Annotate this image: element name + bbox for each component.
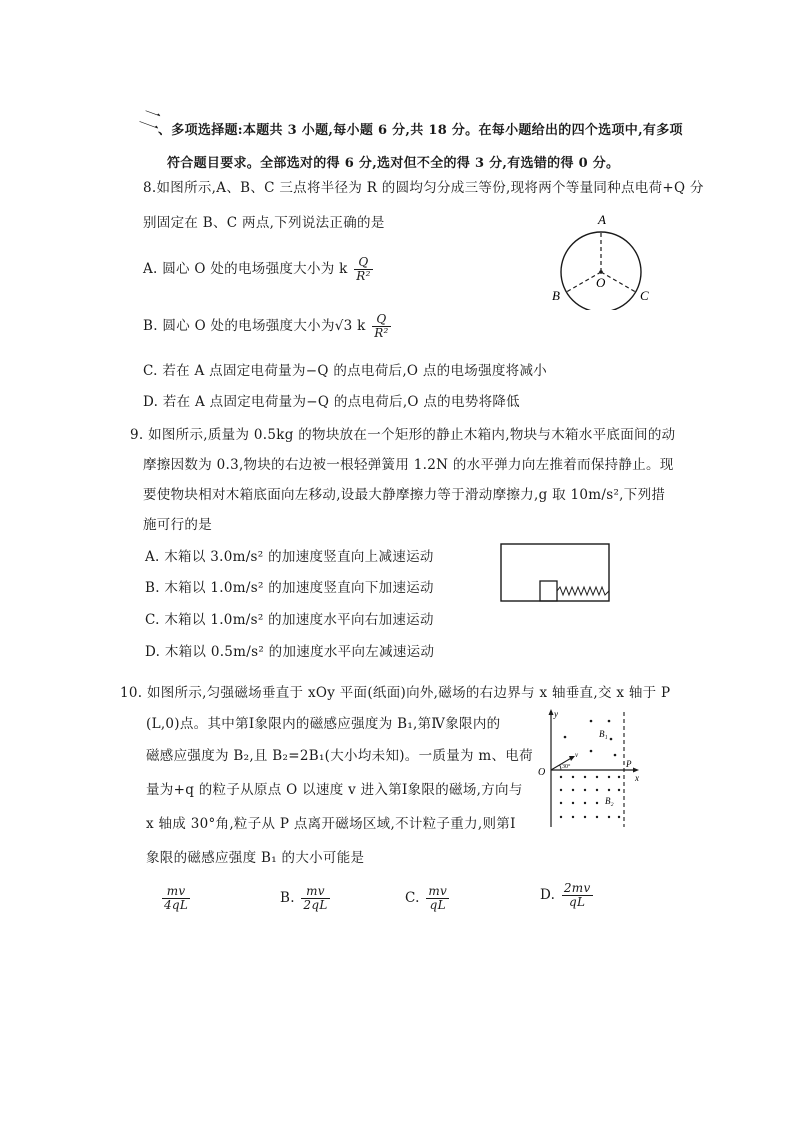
q10-dot-q1 [590,750,593,753]
q10-dot-q1 [610,738,613,741]
q10-dot-q4 [608,789,610,791]
q10-option-d [540,882,595,909]
q10-option-a [160,885,192,912]
q10-dot-q4 [560,789,562,791]
q10-option-b-num: mv [301,885,329,899]
q10-option-d-label: D. [540,887,556,903]
q8-option-b-den: R² [374,326,389,340]
q10-option-c-label: C. [405,890,420,906]
q10-stem-line5: x 轴成 30°角,粒子从 P 点离开磁场区域,不计粒子重力,则第Ⅰ [146,816,516,832]
q10-option-b-label: B. [280,890,295,906]
q10-option-d-fraction [562,882,593,909]
q10-dot-q4 [560,816,562,818]
q10-option-d-den: qL [569,895,586,909]
q10-dot-q4 [584,802,586,804]
q10-label-v: v [575,751,579,759]
q10-stem-line2: (L,0)点。其中第Ⅰ象限内的磁感应强度为 B₁,第Ⅳ象限内的 [146,716,501,732]
q10-option-a-num: mv [162,885,190,899]
q10-option-a-fraction [162,885,190,912]
q9-option-a: A. 木箱以 3.0m/s² 的加速度竖直向上减速运动 [145,549,434,565]
q8-stem-line1: 8.如图所示,A、B、C 三点将半径为 R 的圆均匀分成三等份,现将两个等量同种点电荷+Q 分 [143,180,704,196]
q9-stem-line3: 要使物块相对木箱底面向左移动,设最大静摩擦力等于滑动摩擦力,g 取 10m/s²,下列措 [143,487,666,503]
q8-option-c: C. 若在 A 点固定电荷量为−Q 的点电荷后,O 点的电场强度将减小 [143,363,548,379]
q8-label-a: A [598,212,606,227]
q8-label-b: B [552,288,560,303]
q10-option-b [280,885,332,912]
q10-label-y: y [554,709,558,719]
section-mark: 二 [135,104,165,136]
q10-dot-q4 [584,789,586,791]
q10-label-p: P [626,759,632,769]
q10-dot-q4 [608,816,610,818]
q10-dot-q4 [572,816,574,818]
q10-dot-q4 [618,816,620,818]
q9-option-d: D. 木箱以 0.5m/s² 的加速度水平向左减速运动 [145,644,435,660]
q9-option-c: C. 木箱以 1.0m/s² 的加速度水平向右加速运动 [145,612,434,628]
q10-option-b-den: 2qL [303,898,328,912]
q10-label-o: O [538,767,546,778]
q9-option-b: B. 木箱以 1.0m/s² 的加速度竖直向下加速运动 [145,580,434,596]
q10-dot-q4 [560,802,562,804]
q10-option-c-fraction [426,885,449,912]
q9-spring [557,587,609,595]
q10-dot-q1 [614,754,617,757]
q10-field-dots-q1 [564,720,617,757]
q8-label-c: C [640,288,649,303]
q10-x-arrow [633,768,639,773]
q10-option-a-den: 4qL [164,898,189,912]
q8-option-a-text: A. 圆心 O 处的电场强度大小为 k [143,261,348,277]
q10-option-c-num: mv [428,884,448,898]
q9-stem-line1: 9. 如图所示,质量为 0.5kg 的物块放在一个矩形的静止木箱内,物块与木箱水平底面间的动 [130,427,676,443]
q10-dot-q1 [608,720,611,723]
q10-dot-q4 [560,776,562,778]
q10-option-c-den: qL [429,898,446,912]
q8-option-b-fraction [372,313,390,340]
q8-center-dot [599,270,603,274]
q10-label-x: x [635,773,639,783]
q10-stem-line4: 量为+q 的粒子从原点 O 以速度 v 进入第Ⅰ象限的磁场,方向与 [146,782,523,798]
section-header-line2: 符合题目要求。全部选对的得 6 分,选对但不全的得 3 分,有选错的得 0 分。 [167,156,620,171]
q10-option-b-fraction [301,885,329,912]
q10-angle-arc [560,765,561,770]
q10-dot-q4 [584,776,586,778]
q10-dot-q4 [596,776,598,778]
q8-option-a [143,256,375,283]
q10-label-b2: B₂ [605,796,614,806]
q8-option-d: D. 若在 A 点固定电荷量为−Q 的点电荷后,O 点的电势将降低 [143,394,520,410]
q10-dot-q4 [618,789,620,791]
q8-option-b-text: B. 圆心 O 处的电场强度大小为√3 k [143,318,366,334]
q8-option-a-num: Q [354,256,372,270]
q9-stem-line4: 施可行的是 [143,517,212,533]
q10-dot-q4 [572,802,574,804]
q10-stem-line6: 象限的磁感应强度 B₁ 的大小可能是 [146,850,365,866]
q8-option-b-num: Q [372,313,390,327]
q10-stem-line1-text: 10. 如图所示,匀强磁场垂直于 xOy 平面(纸面)向外,磁场的右边界与 x 轴垂直,交 x 轴于 P [120,685,671,701]
q9-wooden-box [501,544,609,601]
q8-radius-oc [601,272,636,292]
q10-dot-q1 [590,720,593,723]
q10-dot-q1 [564,736,567,739]
section-header-line1: 、多项选择题:本题共 3 小题,每小题 6 分,共 18 分。在每小题给出的四个选项中,有多项 [158,123,683,138]
q10-dot-q4 [596,789,598,791]
q8-label-o: O [596,275,606,290]
q9-block [540,581,557,601]
q10-option-d-num: 2mv [563,881,591,895]
q9-stem-line2: 摩擦因数为 0.3,物块的右边被一根轻弹簧用 1.2N 的水平弹力向左推着而保持静止。现 [143,457,674,473]
q10-dot-q4 [618,776,620,778]
q10-label-angle: 30° [562,764,571,770]
q10-dot-q4 [596,802,598,804]
q10-label-b1: B₁ [599,729,608,739]
q10-dot-q4 [608,776,610,778]
q10-stem-line1 [120,681,670,701]
q10-option-c [405,885,451,912]
q8-option-a-den: R² [356,269,371,283]
q10-dot-q4 [584,816,586,818]
q8-circle-figure [550,210,660,310]
q10-stem-line3: 磁感应强度为 B₂,且 B₂=2B₁(大小均未知)。一质量为 m、电荷 [146,748,533,764]
q10-dot-q4 [572,776,574,778]
q10-dot-q4 [596,816,598,818]
q10-field-figure [535,707,645,832]
q8-option-b [143,313,393,340]
q9-box-figure [500,543,614,605]
q10-dot-q4 [572,789,574,791]
q8-stem-line2: 别固定在 B、C 两点,下列说法正确的是 [143,215,385,231]
q10-y-arrow [549,709,554,715]
q8-option-a-fraction [354,256,372,283]
